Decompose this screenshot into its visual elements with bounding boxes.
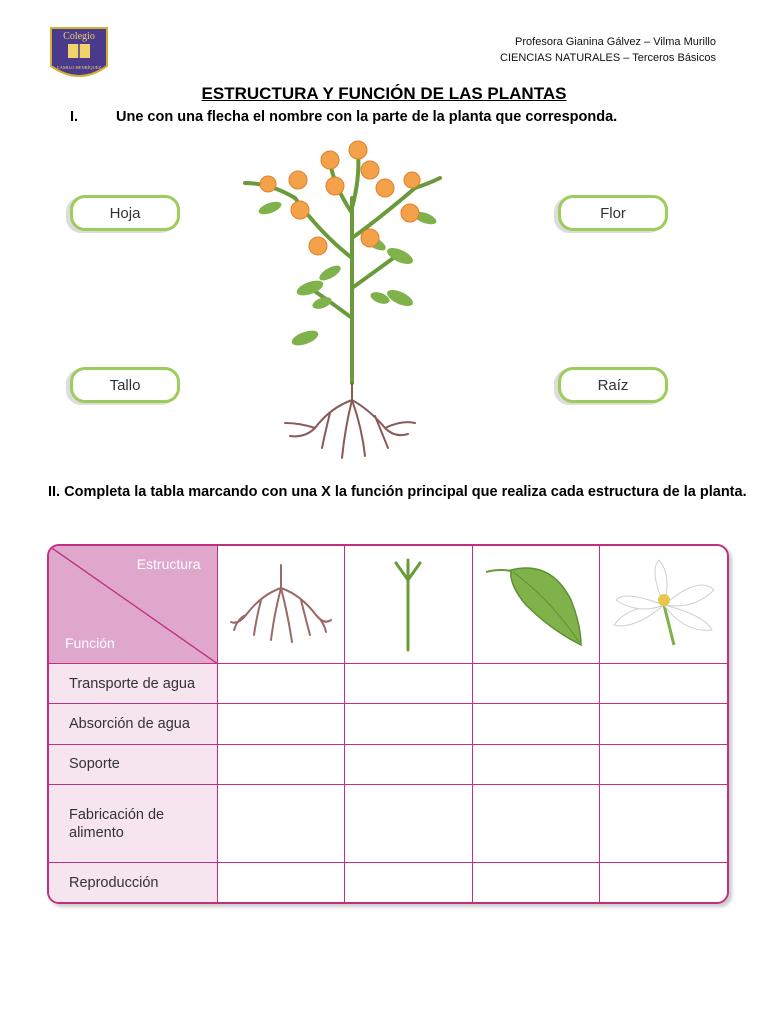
svg-text:Colegio: Colegio (63, 31, 95, 42)
table-row (49, 863, 727, 902)
function-label: Fabricación de alimento (49, 784, 217, 862)
answer-cell[interactable] (472, 863, 600, 902)
corner-structure-label: Estructura (136, 556, 201, 572)
answer-cell[interactable] (217, 664, 345, 704)
flower-icon (604, 555, 724, 655)
teacher-names: Profesora Gianina Gálvez – Vilma Murillo (515, 36, 716, 48)
section1-number: I. (70, 109, 79, 125)
answer-cell[interactable] (217, 744, 345, 784)
label-flor[interactable]: Flor (558, 195, 668, 231)
table-row (49, 664, 727, 704)
answer-cell[interactable] (345, 664, 473, 704)
table-row (49, 704, 727, 744)
answer-cell[interactable] (217, 863, 345, 902)
section2-instruction: II. Completa la tabla marcando con una X la función principal que realiza cada estructura de la planta. (48, 484, 747, 500)
structure-leaf (472, 546, 600, 664)
function-label: Reproducción (49, 863, 217, 902)
school-logo (48, 26, 110, 86)
answer-cell[interactable] (600, 704, 728, 744)
answer-cell[interactable] (600, 784, 728, 862)
plant-illustration (230, 138, 460, 468)
answer-cell[interactable] (472, 744, 600, 784)
answer-cell[interactable] (345, 784, 473, 862)
answer-cell[interactable] (472, 704, 600, 744)
page-title: ESTRUCTURA Y FUNCIÓN DE LAS PLANTAS (201, 84, 567, 103)
teacher-info (500, 34, 716, 66)
stem-icon (388, 555, 428, 655)
table-row (49, 744, 727, 784)
answer-cell[interactable] (600, 744, 728, 784)
function-label: Transporte de agua (49, 664, 217, 704)
label-tallo[interactable]: Tallo (70, 367, 180, 403)
svg-text:CAMILO HENRÍQUEZ: CAMILO HENRÍQUEZ (56, 65, 102, 70)
answer-cell[interactable] (217, 784, 345, 862)
table-row (49, 784, 727, 862)
structure-root (217, 546, 345, 664)
leaf-icon (481, 560, 591, 650)
table-header-row (49, 546, 727, 664)
answer-cell[interactable] (472, 784, 600, 862)
answer-cell[interactable] (600, 664, 728, 704)
structure-flower (600, 546, 728, 664)
table-corner (49, 546, 217, 664)
structure-stem (345, 546, 473, 664)
answer-cell[interactable] (345, 704, 473, 744)
answer-cell[interactable] (472, 664, 600, 704)
answer-cell[interactable] (600, 863, 728, 902)
function-label: Absorción de agua (49, 704, 217, 744)
section1-text: Une con una flecha el nombre con la parte de la planta que corresponda. (116, 109, 618, 125)
corner-function-label: Función (65, 635, 115, 651)
function-label: Soporte (49, 744, 217, 784)
label-raiz[interactable]: Raíz (558, 367, 668, 403)
answer-cell[interactable] (217, 704, 345, 744)
answer-cell[interactable] (345, 744, 473, 784)
label-hoja[interactable]: Hoja (70, 195, 180, 231)
function-table (47, 544, 729, 904)
root-icon (226, 560, 336, 650)
answer-cell[interactable] (345, 863, 473, 902)
section1-instruction (70, 109, 617, 125)
course-name: CIENCIAS NATURALES – Terceros Básicos (500, 52, 716, 64)
